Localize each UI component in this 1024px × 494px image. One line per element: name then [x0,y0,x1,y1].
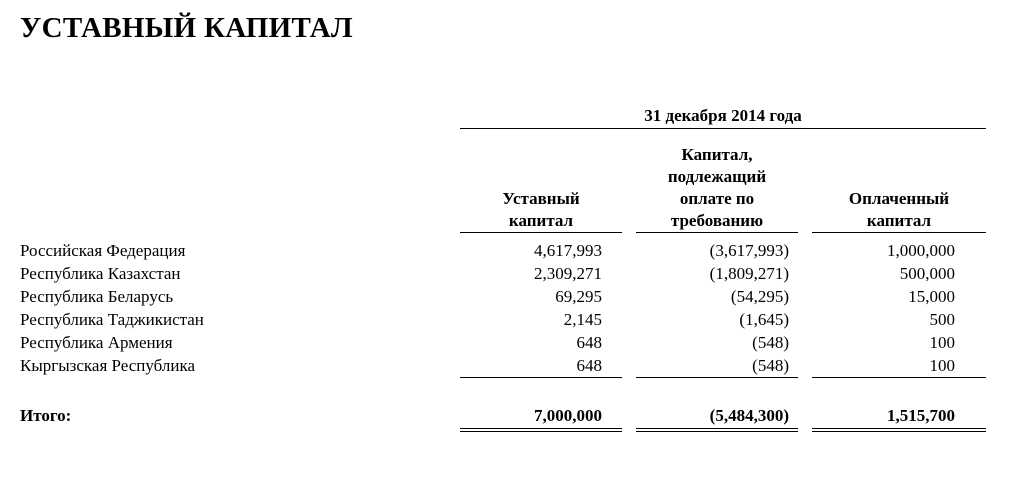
cell-charter-capital: 69,295 [555,287,602,306]
total-double-rule [636,428,798,432]
cell-callable-capital: (1,645) [739,310,789,329]
total-charter-capital: 7,000,000 [534,406,602,425]
cell-paid-capital: 15,000 [908,287,955,306]
column-header-paid-capital [812,188,986,233]
column-header-line: Капитал, [681,145,753,164]
cell-charter-capital: 648 [576,333,602,352]
column-header-line: подлежащий [667,167,767,186]
row-country: Республика Беларусь [20,287,174,306]
column-header-charter-capital [460,188,622,233]
row-country: Российская Федерация [20,241,186,260]
row-country: Республика Таджикистан [20,310,204,329]
cell-charter-capital: 648 [576,356,602,375]
table-row [0,308,1024,331]
cell-callable-capital: (54,295) [730,287,789,306]
total-double-rule [812,428,986,432]
row-country: Республика Казахстан [20,264,181,283]
cell-callable-capital: (548) [752,333,789,352]
column-header-callable-capital [636,144,798,233]
column-header-line: капитал [866,211,932,230]
subtotal-rule [460,377,622,378]
total-double-rule [460,428,622,432]
cell-paid-capital: 500 [929,310,955,329]
cell-charter-capital: 2,309,271 [534,264,602,283]
column-header-line: Оплаченный [848,189,950,208]
total-paid-capital: 1,515,700 [887,406,955,425]
subtotal-rule [636,377,798,378]
cell-paid-capital: 1,000,000 [887,241,955,260]
column-header-line: Уставный [502,189,580,208]
cell-callable-capital: (548) [752,356,789,375]
column-header-line: капитал [508,211,574,230]
cell-callable-capital: (1,809,271) [709,264,789,283]
table-row [0,262,1024,285]
column-header-line: оплате по [679,189,755,208]
cell-charter-capital: 4,617,993 [534,241,602,260]
cell-paid-capital: 100 [929,356,955,375]
cell-callable-capital: (3,617,993) [709,241,789,260]
total-row [0,404,1024,427]
table-row [0,239,1024,262]
table-row [0,331,1024,354]
cell-paid-capital: 100 [929,333,955,352]
period-header: 31 декабря 2014 года [460,106,986,129]
row-country: Кыргызская Республика [20,356,196,375]
subtotal-rule [812,377,986,378]
table-row [0,354,1024,377]
cell-paid-capital: 500,000 [899,264,955,283]
table-row [0,285,1024,308]
page-title: УСТАВНЫЙ КАПИТАЛ [20,12,353,44]
row-country: Республика Армения [20,333,173,352]
total-label: Итого: [20,406,72,425]
cell-charter-capital: 2,145 [563,310,602,329]
column-header-line: требованию [670,211,764,230]
total-callable-capital: (5,484,300) [709,406,789,425]
